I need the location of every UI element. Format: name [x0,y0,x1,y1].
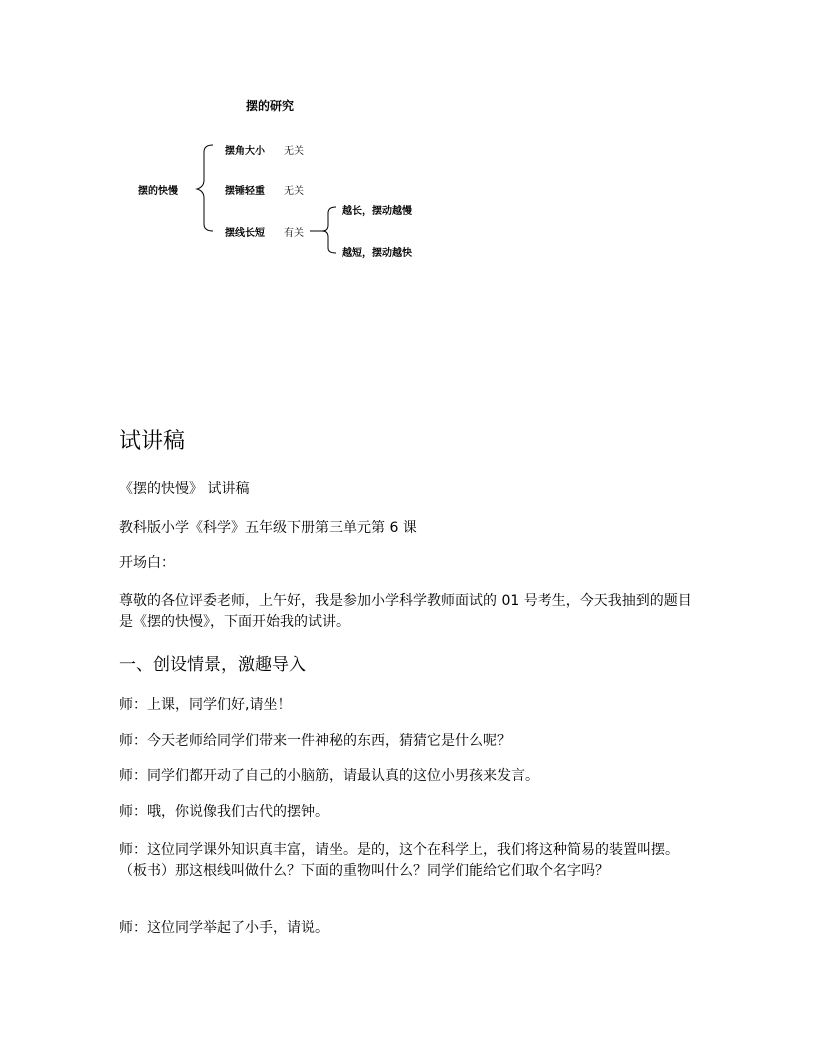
doc-title: 《摆的快慢》 试讲稿 [119,481,250,497]
section-title: 一、创设情景，激趣导入 [119,655,306,675]
factor-label: 摆角大小 [225,146,265,157]
diagram-root: 摆的快慢 [138,186,178,197]
relation-label: 有关 [284,228,304,239]
dialogue-line: 师：这位同学举起了小手，请说。 [119,920,329,936]
dialogue-line: 师：同学们都开动了自己的小脑筋，请最认真的这位小男孩来发言。 [119,768,539,784]
relation-label: 无关 [284,186,304,197]
dialogue-line: 师：哦，你说像我们古代的摆钟。 [119,804,329,820]
diagram-title: 摆的研究 [246,99,295,113]
opening-label: 开场白： [119,555,175,571]
dialogue-line: 师：今天老师给同学们带来一件神秘的东西，猜猜它是什么呢？ [119,733,511,749]
factor-label: 摆锤轻重 [225,186,265,197]
relation-label: 无关 [284,146,304,157]
opening-paragraph: 尊敬的各位评委老师，上午好，我是参加小学科学教师面试的 01 号考生，今天我抽到的题目是《摆的快慢》，下面开始我的试讲。 [119,593,692,630]
dialogue-line: 师：这位同学课外知识真丰富，请坐。是的，这个在科学上，我们将这种简易的装置叫摆。（板书）那这根线叫做什么？下面的重物叫什么？同学们能给它们取个名字吗？ [119,842,679,879]
main-bracket [197,145,213,231]
sub-bracket [322,207,336,253]
dialogue-line: 师：上课，同学们好,请坐！ [119,697,292,713]
sub-result-label: 越长，摆动越慢 [342,206,412,217]
lesson-info: 教科版小学《科学》五年级下册第三单元第 6 课 [119,520,417,536]
factor-label: 摆线长短 [225,228,265,239]
sub-result-label: 越短，摆动越快 [342,248,412,259]
page-heading: 试讲稿 [119,429,186,454]
